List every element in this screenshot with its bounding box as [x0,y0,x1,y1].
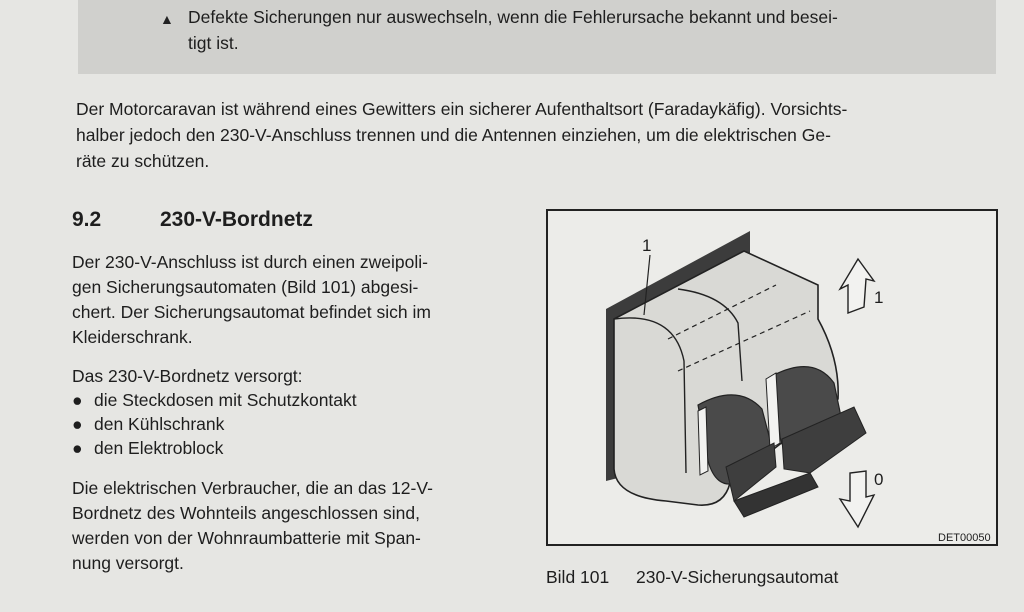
section-paragraph-1 [72,250,502,350]
caption-text: 230-V-Sicherungsautomat [636,567,839,587]
section-paragraph-2 [72,476,502,576]
figure-caption [546,567,838,588]
intro-line-2: halber jedoch den 230-V-Anschluss trennen und die Antennen einziehen, um die elektrischen Ge- [76,125,831,145]
intro-line-3: räte zu schützen. [76,151,210,171]
figure-code: DET00050 [938,532,991,544]
bullet-icon: ● [72,390,83,410]
figure-frame [546,209,998,546]
intro-line-1: Der Motorcaravan ist während eines Gewitters ein sicherer Aufenthaltsort (Faradaykäfig). Vorsichts- [76,99,848,119]
supplies-list [72,388,357,460]
list-item-label: die Steckdosen mit Schutzkontakt [94,390,357,410]
arrow-down-icon [840,471,874,527]
callout-number: 1 [642,236,652,255]
left-lever-side [698,407,708,475]
arrow-up-label: 1 [874,288,884,307]
section-title: 230-V-Bordnetz [160,208,313,231]
warning-text [188,4,988,56]
list-item-label: den Kühlschrank [94,414,225,434]
bullet-icon: ● [72,414,83,434]
intro-paragraph [76,96,996,174]
bullet-icon: ● [72,438,83,458]
warning-triangle-icon: ▲ [160,11,174,27]
list-item [72,436,357,460]
warning-line-2: tigt ist. [188,33,239,53]
caption-number: Bild 101 [546,567,610,587]
arrow-down-label: 0 [874,470,884,489]
para2-line: werden von der Wohnraumbatterie mit Span- [72,528,421,548]
warning-line-1: Defekte Sicherungen nur auswechseln, wenn die Fehlerursache bekannt und besei- [188,7,838,27]
list-item [72,412,357,436]
supplies-heading: Das 230-V-Bordnetz versorgt: [72,366,303,386]
list-item [72,388,357,412]
para1-line: Der 230-V-Anschluss ist durch einen zweipoli- [72,252,428,272]
circuit-breaker-illustration [548,211,996,544]
para2-line: Die elektrischen Verbraucher, die an das 12-V- [72,478,433,498]
para2-line: nung versorgt. [72,553,184,573]
para1-line: Kleiderschrank. [72,327,193,347]
section-number: 9.2 [72,208,102,231]
para2-line: Bordnetz des Wohnteils angeschlossen sind, [72,503,420,523]
para1-line: chert. Der Sicherungsautomat befindet sich im [72,302,431,322]
list-item-label: den Elektroblock [94,438,224,458]
para1-line: gen Sicherungsautomaten (Bild 101) abgesi- [72,277,419,297]
arrow-up-icon [840,259,874,313]
